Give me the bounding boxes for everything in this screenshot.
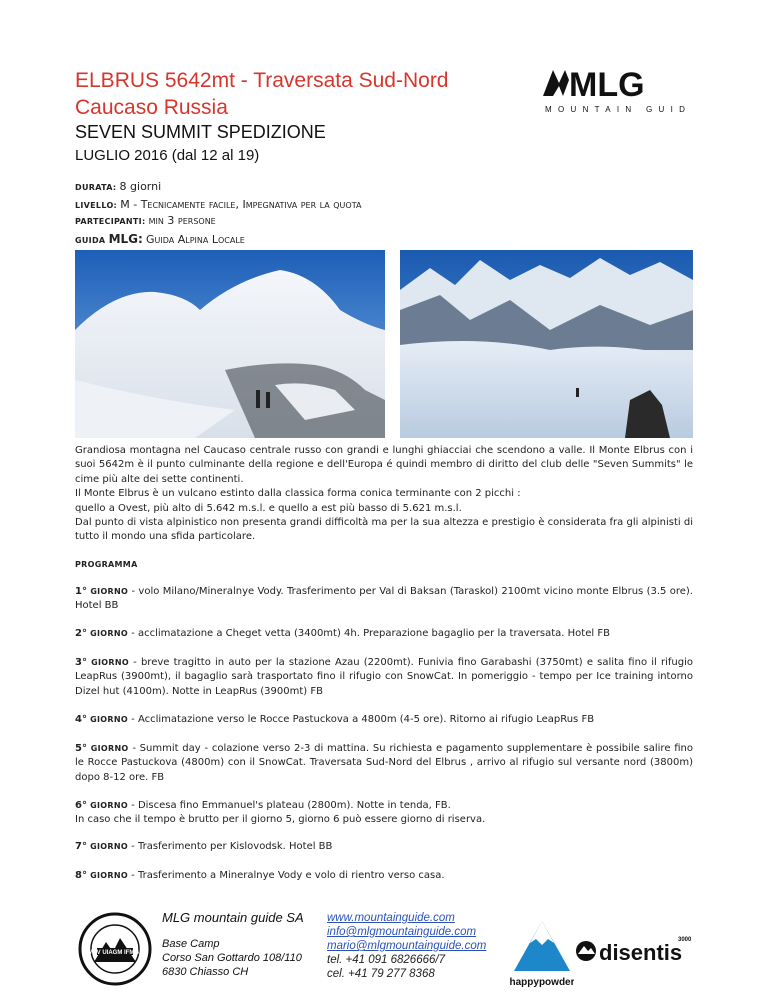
website-link[interactable]: www.mountainguide.com (327, 912, 455, 924)
guida-value: Guida Alpina Locale (146, 233, 245, 246)
day-label: GIORNO (90, 871, 128, 880)
happypowder-logo (510, 917, 574, 989)
day-text: - Summit day - colazione verso 2-3 di mattina. Su richiesta e pagamento supplementare è possibile salire fino le Rocce Pastuckova (4800m) con il SnowCat. Traversata Sud-Nord del Elbrus , arrivo al rifugio sul versante nord (3800m) dopo 8-12 ore. FB (75, 743, 693, 783)
photo-caucasus-range (400, 250, 693, 438)
mlg-mountain-icon (543, 66, 688, 116)
email-mario-link[interactable]: mario@mlgmountainguide.com (327, 940, 487, 952)
mlg-logo-text: MLG (569, 66, 645, 104)
address-line: Base Camp (162, 938, 220, 950)
day-text: - volo Milano/Mineralnye Vody. Trasferimento per Val di Baksan (Taraskol) 2100mt vicino monte Elbrus (3.5 ore). Hotel BB (75, 586, 693, 612)
day-number: 6° (75, 800, 87, 811)
day-5 (75, 742, 693, 785)
day-number: 1° (75, 586, 87, 597)
description-paragraph: quello a Ovest, più alto di 5.642 m.s.l. e quello a est più basso di 5.621 m.s.l. (75, 502, 462, 514)
ifmga-seal (78, 912, 152, 986)
day-2 (75, 627, 693, 641)
day-label: GIORNO (90, 801, 128, 810)
ifmga-seal-icon (78, 912, 152, 986)
subtitle: SEVEN SUMMIT SPEDIZIONE (75, 122, 326, 142)
happypowder-text: happypowder (510, 977, 574, 988)
guida-label: GUIDA (75, 236, 106, 245)
day-7 (75, 840, 693, 854)
day-label: GIORNO (90, 744, 129, 753)
day-number: 4° (75, 714, 87, 725)
title-line-2: Caucaso Russia (75, 96, 228, 119)
meta-guida (75, 230, 245, 250)
disentis-icon (574, 930, 694, 970)
description-paragraph: Il Monte Elbrus è un vulcano estinto dalla classica forma conica terminante con 2 picchi : (75, 488, 521, 500)
email-info-link[interactable]: info@mlgmountainguide.com (327, 926, 477, 938)
guida-mlg: MLG: (108, 232, 143, 246)
day-number: 3° (75, 657, 87, 668)
company-name: MLG mountain guide SA (162, 910, 304, 925)
title-line-1: ELBRUS 5642mt - Traversata Sud-Nord (75, 69, 449, 92)
seal-text: IVBV UIAGM IFMGA (86, 950, 144, 956)
day-text: - Trasferimento per Kislovodsk. Hotel BB (131, 841, 333, 852)
day-1 (75, 585, 693, 614)
day-3 (75, 656, 693, 699)
day-extra-text: In caso che il tempo è brutto per il giorno 5, giorno 6 può essere giorno di riserva. (75, 814, 486, 826)
day-label: GIORNO (90, 842, 128, 851)
day-text: - Acclimatazione verso le Rocce Pastuckova a 4800m (4-5 ore). Ritorno ai rifugio LeapRus FB (131, 714, 595, 725)
day-text: - acclimatazione a Cheget vetta (3400mt) 4h. Preparazione bagaglio per la traversata. Hotel FB (131, 628, 610, 639)
day-number: 2° (75, 628, 87, 639)
livello-label: LIVELLO: (75, 201, 118, 210)
day-text: - Trasferimento a Mineralnye Vody e volo di rientro verso casa. (131, 870, 445, 881)
disentis-text: disentis (599, 940, 683, 965)
company-address (162, 911, 304, 979)
meta-partecipanti (75, 212, 216, 231)
day-number: 7° (75, 841, 87, 852)
day-text: - breve tragitto in auto per la stazione Azau (2200mt). Funivia fino Garabashi (3750mt) e salita fino il rifugio LeapRus (3900mt), il bagaglio sarà trasportato fino il rifugio con SnowCat. In pomeriggio - tempo per Ice training intorno Dizel hut (4100m). Notte in LeapRus (3900mt) FB (75, 657, 693, 697)
partecipanti-value: min 3 persone (148, 214, 216, 227)
day-number: 5° (75, 743, 87, 754)
phone-number: tel. +41 091 6826666/7 (327, 954, 445, 966)
mobile-number: cel. +41 79 277 8368 (327, 968, 435, 980)
durata-value: 8 giorni (119, 180, 162, 193)
partecipanti-label: PARTECIPANTI: (75, 217, 146, 226)
livello-value: M - Tecnicamente facile, Impegnativa per la quota (120, 198, 362, 211)
meta-durata (75, 178, 161, 197)
description-paragraph: Grandiosa montagna nel Caucaso centrale russo con grandi e lunghi ghiacciai che scendono a valle. Il Monte Elbrus con i suoi 5642m è il punto culminante della regione e dell'Europa é quindi membro di diritto del club delle "Seven Summits" le cime più alte dei sette continenti. (75, 445, 693, 485)
day-label: GIORNO (91, 658, 129, 667)
address-line: 6830 Chiasso CH (162, 966, 249, 978)
day-label: GIORNO (90, 587, 129, 596)
address-line: Corso San Gottardo 108/110 (162, 952, 302, 964)
day-number: 8° (75, 870, 87, 881)
disentis-logo (574, 930, 694, 970)
durata-label: DURATA: (75, 183, 117, 192)
mlg-logo (543, 66, 688, 116)
day-label: GIORNO (90, 629, 128, 638)
day-label: GIORNO (90, 715, 128, 724)
day-text: - Discesa fino Emmanuel's plateau (2800m). Notte in tenda, FB. (131, 800, 451, 811)
day-6 (75, 799, 693, 828)
description-paragraph: Dal punto di vista alpinistico non presenta grandi difficoltà ma per la sua altezza e prestigio è considerata fra gli alpinisti di tutto il mondo una sfida particolare. (75, 517, 693, 543)
description (75, 444, 693, 545)
programma-heading: PROGRAMMA (75, 560, 138, 569)
dates: LUGLIO 2016 (dal 12 al 19) (75, 147, 260, 164)
day-8 (75, 869, 693, 883)
photo-elbrus-summit (75, 250, 385, 438)
contacts (327, 911, 486, 981)
day-4 (75, 713, 693, 727)
happypowder-mountain-icon (510, 917, 574, 989)
disentis-small-text: 3000 (678, 937, 692, 943)
mlg-logo-tagline: MOUNTAIN GUIDE (545, 105, 688, 114)
